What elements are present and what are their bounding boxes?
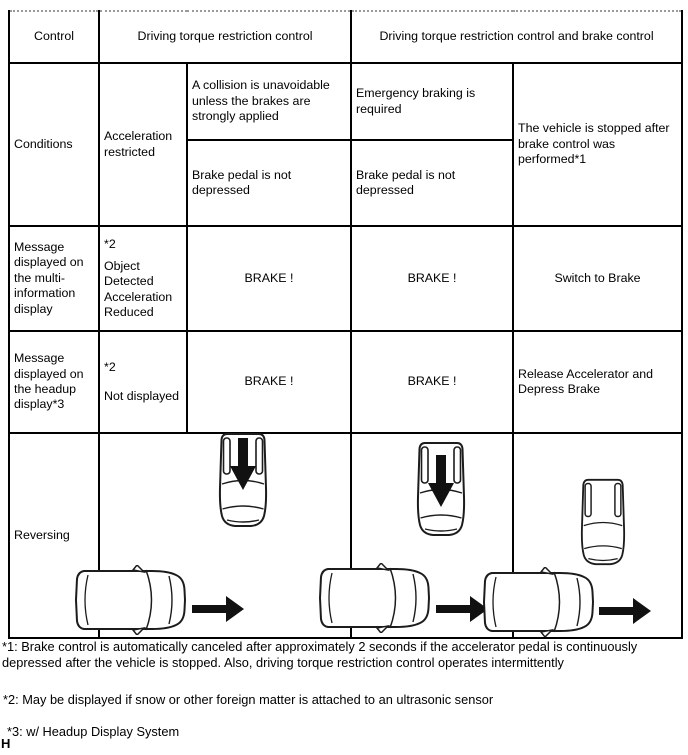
torque-control-header-cell: Driving torque restriction control [99, 11, 351, 63]
control-header-cell: Control [9, 11, 99, 63]
table-row [9, 63, 682, 140]
multi-info-message-text: Object Detected Acceleration Reduced [104, 258, 173, 320]
reversing-label-cell: Reversing [9, 433, 99, 638]
own-vehicle-top-view-icon [318, 563, 430, 633]
footnote-3: *3: w/ Headup Display System [7, 724, 180, 739]
page-marker: H [1, 736, 11, 751]
footnote-ref: *2 [104, 236, 116, 251]
torque-brake-control-header-cell: Driving torque restriction control and brake control [351, 11, 682, 63]
emergency-braking-cell: Emergency braking is required [351, 63, 513, 140]
approaching-vehicle-top-view-icon [575, 478, 631, 566]
collision-unavoidable-cell: A collision is unavoidable unless the brakes are strongly applied [187, 63, 351, 140]
reversing-scene-torque-restriction [99, 433, 351, 638]
table-row [9, 433, 682, 638]
right-arrow-icon [599, 598, 651, 624]
headup-message-cell [99, 331, 187, 433]
right-arrow-icon [436, 596, 488, 622]
multi-info-label-cell: Message displayed on the multi-information display [9, 226, 99, 331]
brake-warning-cell: BRAKE ! [351, 226, 513, 331]
conditions-label-cell: Conditions [9, 63, 99, 226]
own-vehicle-top-view-icon [482, 567, 594, 637]
multi-info-message-cell [99, 226, 187, 331]
down-arrow-icon [428, 455, 454, 507]
brake-pedal-not-depressed-cell-a: Brake pedal is not depressed [187, 140, 351, 226]
brake-pedal-not-depressed-cell-b: Brake pedal is not depressed [351, 140, 513, 226]
own-vehicle-top-view-icon [74, 565, 186, 635]
right-arrow-icon [192, 596, 244, 622]
footnote-1: *1: Brake control is automatically canceled after approximately 2 seconds if the accelerator pedal is continuously depressed after the vehicle is stopped. Also, driving torque restriction control operates intermittently [2, 639, 638, 670]
table-row [9, 226, 682, 331]
footnote-2: *2: May be displayed if snow or other foreign matter is attached to an ultrasonic sensor [3, 692, 494, 707]
footnote-ref: *2 [104, 359, 116, 374]
reversing-scene-vehicle-stopped [513, 433, 682, 638]
table-row [9, 11, 682, 63]
release-accelerator-cell: Release Accelerator and Depress Brake [513, 331, 682, 433]
acceleration-restricted-cell: Acceleration restricted [99, 63, 187, 226]
table-row [9, 331, 682, 433]
control-table [8, 10, 683, 639]
down-arrow-icon [230, 438, 256, 490]
headup-message-text: Not displayed [104, 389, 180, 403]
vehicle-stopped-cell: The vehicle is stopped after brake control was performed*1 [513, 63, 682, 226]
brake-warning-cell: BRAKE ! [351, 331, 513, 433]
brake-warning-cell: BRAKE ! [187, 331, 351, 433]
brake-warning-cell: BRAKE ! [187, 226, 351, 331]
headup-label-cell: Message displayed on the headup display*3 [9, 331, 99, 433]
switch-to-brake-cell: Switch to Brake [513, 226, 682, 331]
